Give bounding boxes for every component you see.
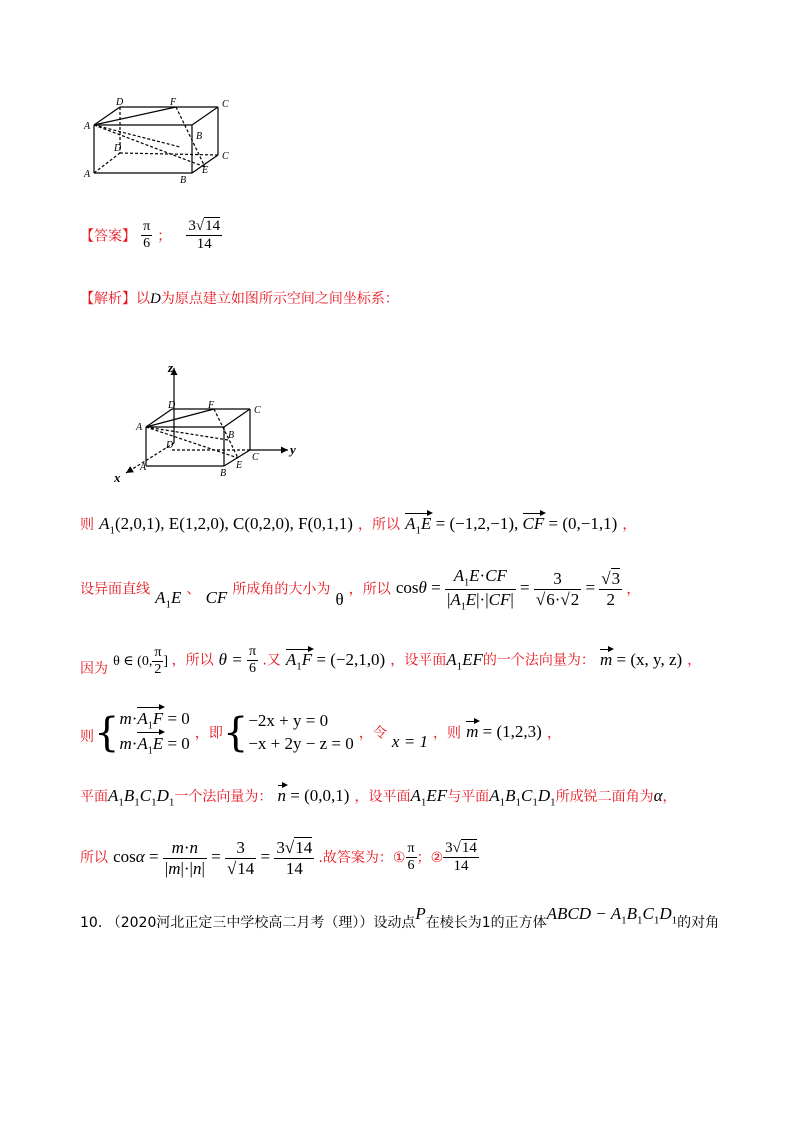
axis-z-label: z [168,360,174,375]
label2-F: F [208,400,215,411]
dot-product-system: $m\cdot A_1F = 0$ $m\cdot A_1E = 0$ [119,709,190,757]
theta-value: θ = $\frac{\pi}{6}$ [218,644,257,677]
answer-tag: 【答案】 [80,228,136,245]
coords-expression: $A_1(2,0,1)$, E(1,2,0), C(0,2,0), F(0,1,1) [99,514,353,537]
final-answer-pi-6: $\frac{\pi}{6}$ [407,840,415,873]
cos-theta-formula: cosθ = $\frac{A_1E\cdot CF}{|A_1E|\cdot|CF|}$ = $\frac{3}{√6\cdot√2}$ = $\frac{√3}{2}$ [395,566,621,613]
line-CF: CF [205,588,228,608]
plane-A1EF: $A_1EF$ [446,649,483,672]
label-C1: C [222,99,229,110]
label-B1: B [196,131,203,142]
vector-A1E-expression: $A_1E = (-1,2,-1)$, CF = (0,−1,1) [405,514,618,537]
label2-C1: C [254,405,261,416]
solution-line-4: 则{ $m\cdot A_1F = 0$ $m\cdot A_1E = 0$ ，即{ −2x + y = 0 −x + 2y − z = 0 ，令 x = 1 ，则 m = (1,2,3) ， [80,709,561,757]
cos-alpha-formula: cosα = $\frac{m\cdot n}{|m|\cdot|n|}$ = $\frac{3}{√14}$ = $\frac{3√14}{14}$ [113,838,313,878]
normal-m-result: m = (1,2,3) [466,722,542,742]
label-D1: D [116,97,124,108]
axis-x-label: x [114,470,121,485]
answer-fraction-pi-6: $\frac{\pi}{6}$ [143,219,151,252]
solution-line-3: 因为 θ ∈ (0, $\frac{\pi}{2}$ ] ，所以 θ = $\frac{\pi}{6}$ .又 $A_1F = (-2,1,0)$ ，设平面$A_1EF$的一个法向量为： m = (x, y, z) ， [80,644,702,677]
final-answer-root14: $\frac{3√14}{14}$ [445,839,477,874]
label-A: A [84,169,91,180]
analysis-line: 【解析】以D为原点建立如图所示空间之间坐标系： [80,291,399,307]
cube-name: ABCD − $A_1B_1C_1D_1$ [546,904,678,927]
normal-m-expression: m = (x, y, z) [600,649,683,669]
answer-fraction-root14: $\frac{3√14}{14}$ [188,218,221,253]
solution-line-6: 所以 cosα = $\frac{m\cdot n}{|m|\cdot|n|}$ = $\frac{3}{√14}$ = $\frac{3√14}{14}$ .故答案为：① $\frac{\pi}{6}$ ；② $\frac{3√14}{14}$ [80,838,477,878]
theta-interval: θ ∈ (0, $\frac{\pi}{2}$ ] [113,644,169,677]
answer-line: 【答案】 $\frac{\pi}{6}$ ； $\frac{3√14}{14}$ [80,218,221,253]
vector-A1F-expression: $A_1F = (-2,1,0)$ [285,649,386,672]
label-B: B [180,175,187,186]
label-F: F [170,97,177,108]
normal-n-expression: n = (0,0,1) [277,786,350,805]
cuboid-figure-1 [80,95,240,187]
label-E: E [202,165,209,176]
question-10: 10. （2020河北正定三中学校高二月考（理））设动点P在棱长为1的正方体ABCD − $A_1B_1C_1D_1$的对角 [80,904,720,931]
label2-D1: D [168,400,176,411]
label2-B1: B [228,430,235,441]
line-A1E: $A_1E$ [155,588,182,611]
plane-A1B1C1D1: $A_1B_1C_1D_1$ [108,786,175,809]
label2-C: C [252,452,259,463]
solution-line-1: 则 $A_1(2,0,1)$, E(1,2,0), C(0,2,0), F(0,1,1) ，所以 $A_1E = (-1,2,-1)$, CF = (0,−1,1) ， [80,514,637,537]
label2-B: B [220,468,227,479]
solution-line-5: 平面$A_1B_1C_1D_1$一个法向量为： n = (0,0,1) ，设平面$A_1EF$与平面$A_1B_1C_1D_1$所成锐二面角为α， [80,786,677,809]
axis-y-label: y [290,442,296,457]
linear-system: −2x + y = 0 −x + 2y − z = 0 [248,710,354,753]
label2-E: E [236,460,243,471]
label-D: D [114,143,122,154]
label2-A1: A [136,422,143,433]
label-C: C [222,151,229,162]
label2-D: D [166,440,174,451]
label2-A: A [140,462,147,473]
solution-line-2: 设异面直线 $A_1E$ 、 CF 所成角的大小为 θ ，所以 cosθ = $\frac{A_1E\cdot CF}{|A_1E|\cdot|CF|}$ = $\frac{3}{√6\cdot√2}$ = $\frac{√3}{2}$ ， [80,566,641,613]
cuboid-figure-2 [110,358,310,488]
label-A1: A [84,121,91,132]
